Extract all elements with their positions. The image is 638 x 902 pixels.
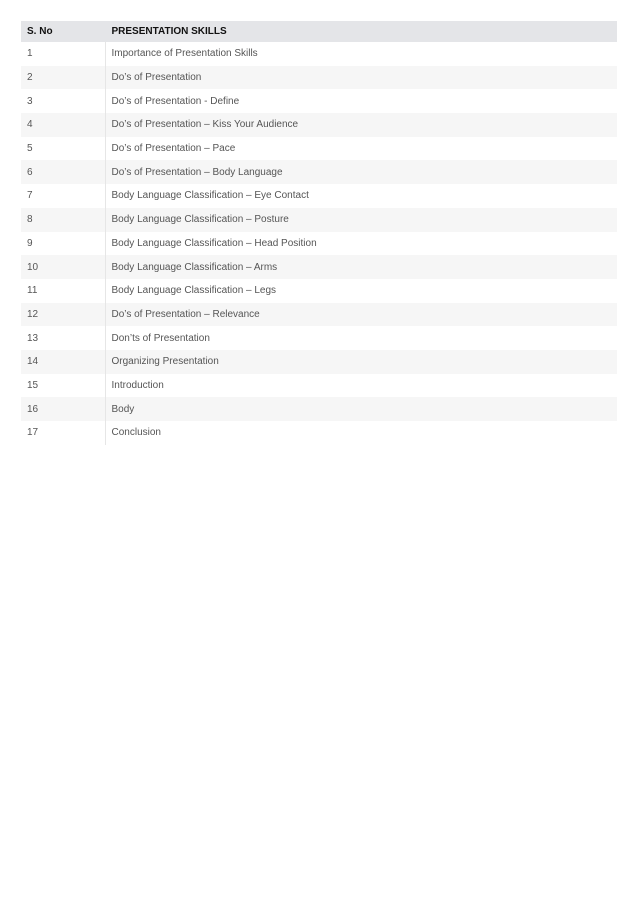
row-title-cell: Do’s of Presentation – Kiss Your Audience	[105, 113, 617, 137]
table-header-row	[21, 21, 617, 42]
table-body	[21, 42, 617, 445]
table-row	[21, 279, 617, 303]
table-row	[21, 421, 617, 445]
row-number-cell: 10	[21, 255, 105, 279]
row-number-cell: 1	[21, 42, 105, 66]
row-number-cell: 2	[21, 66, 105, 90]
row-title-cell: Body Language Classification – Eye Contact	[105, 184, 617, 208]
row-title-cell: Do’s of Presentation	[105, 66, 617, 90]
row-title-cell: Body Language Classification – Legs	[105, 279, 617, 303]
table-row	[21, 326, 617, 350]
row-number-cell: 5	[21, 137, 105, 161]
row-title-cell: Organizing Presentation	[105, 350, 617, 374]
table-row	[21, 184, 617, 208]
table-row	[21, 303, 617, 327]
row-title-cell: Body Language Classification – Posture	[105, 208, 617, 232]
row-title-cell: Conclusion	[105, 421, 617, 445]
table-row	[21, 89, 617, 113]
row-number-cell: 8	[21, 208, 105, 232]
contents-table	[21, 21, 617, 445]
table-row	[21, 232, 617, 256]
row-title-cell: Do’s of Presentation – Relevance	[105, 303, 617, 327]
row-number-cell: 11	[21, 279, 105, 303]
table-row	[21, 374, 617, 398]
row-title-cell: Body Language Classification – Head Position	[105, 232, 617, 256]
row-number-cell: 17	[21, 421, 105, 445]
row-number-cell: 4	[21, 113, 105, 137]
table-row	[21, 137, 617, 161]
column-header-title: PRESENTATION SKILLS	[105, 21, 617, 42]
row-number-cell: 14	[21, 350, 105, 374]
row-number-cell: 13	[21, 326, 105, 350]
row-title-cell: Do’s of Presentation – Body Language	[105, 160, 617, 184]
row-title-cell: Do’s of Presentation - Define	[105, 89, 617, 113]
row-title-cell: Do’s of Presentation – Pace	[105, 137, 617, 161]
row-number-cell: 3	[21, 89, 105, 113]
column-header-sno: S. No	[21, 21, 105, 42]
table-row	[21, 113, 617, 137]
row-number-cell: 7	[21, 184, 105, 208]
row-title-cell: Don’ts of Presentation	[105, 326, 617, 350]
row-title-cell: Introduction	[105, 374, 617, 398]
table-row	[21, 42, 617, 66]
table-row	[21, 160, 617, 184]
table-row	[21, 255, 617, 279]
row-number-cell: 15	[21, 374, 105, 398]
row-number-cell: 16	[21, 397, 105, 421]
row-title-cell: Body	[105, 397, 617, 421]
table-row	[21, 66, 617, 90]
row-number-cell: 6	[21, 160, 105, 184]
table-row	[21, 350, 617, 374]
row-title-cell: Importance of Presentation Skills	[105, 42, 617, 66]
table-row	[21, 397, 617, 421]
row-number-cell: 9	[21, 232, 105, 256]
table-row	[21, 208, 617, 232]
row-title-cell: Body Language Classification – Arms	[105, 255, 617, 279]
row-number-cell: 12	[21, 303, 105, 327]
